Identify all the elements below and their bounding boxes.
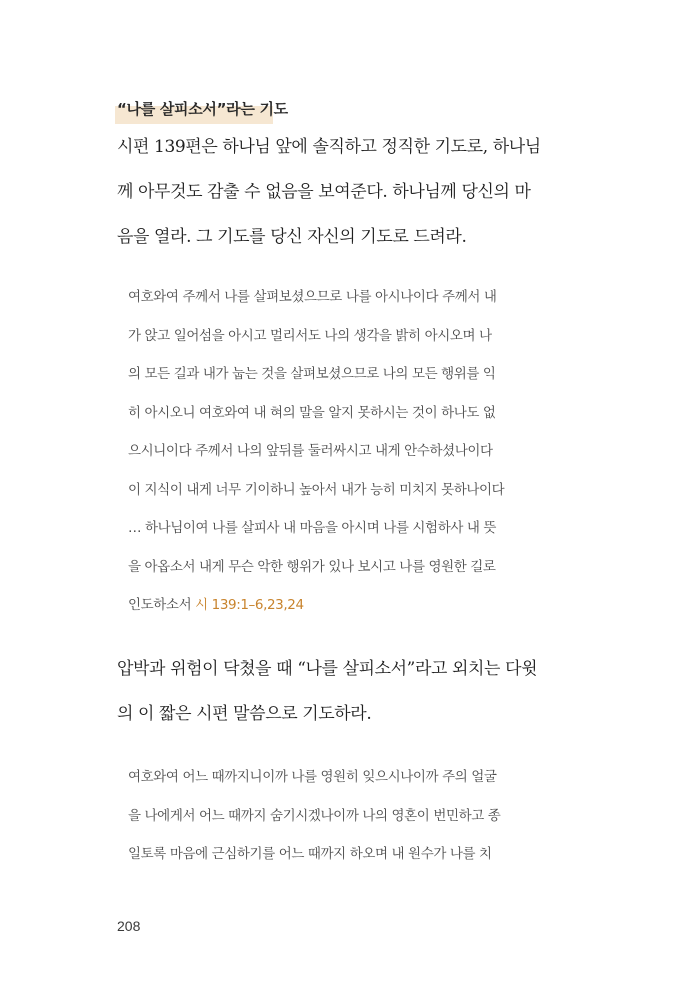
middle-paragraph [117, 647, 587, 737]
quote-line: 을 아옵소서 내게 무슨 악한 행위가 있나 보시고 나를 영원한 길로 [128, 558, 496, 575]
middle-line: 의 이 짧은 시편 말씀으로 기도하라. [117, 704, 372, 724]
intro-paragraph [117, 125, 587, 260]
quote-line: 으시니이다 주께서 나의 앞뒤를 둘러싸시고 내게 안수하셨나이다 [128, 443, 493, 459]
quote-line: 여호와여 어느 때까지니이까 나를 영원히 잊으시나이까 주의 얼굴 [128, 769, 497, 785]
scripture-reference: 시 139:1–6,23,24 [195, 597, 304, 613]
quote-last-line [128, 586, 578, 625]
intro-line: 시편 139편은 하나님 앞에 솔직하고 정직한 기도로, 하나님 [117, 137, 541, 157]
quote-line: … 하나님이여 나를 살피사 내 마음을 아시며 나를 시험하사 내 뜻 [128, 520, 497, 536]
page-number: 208 [117, 918, 141, 934]
intro-line: 음을 열라. 그 기도를 당신 자신의 기도로 드려라. [117, 227, 467, 247]
scripture-quote-psalm-13 [128, 758, 578, 874]
middle-line: 압박과 위험이 닥쳤을 때 “나를 살피소서”라고 외치는 다윗 [117, 659, 538, 679]
quote-line: 여호와여 주께서 나를 살펴보셨으므로 나를 아시나이다 주께서 내 [128, 289, 497, 305]
quote-line: 의 모든 길과 내가 눕는 것을 살펴보셨으므로 나의 모든 행위를 익 [128, 366, 496, 382]
quote-line: 히 아시오니 여호와여 내 혀의 말을 알지 못하시는 것이 하나도 없 [128, 404, 496, 421]
quote-line: 이 지식이 내게 너무 기이하니 높아서 내가 능히 미치지 못하나이다 [128, 481, 505, 498]
quote-line: 일토록 마음에 근심하기를 어느 때까지 하오며 내 원수가 나를 치 [128, 846, 492, 862]
quote-line-text: 인도하소서 [128, 597, 192, 613]
quote-line: 가 앉고 일어섬을 아시고 멀리서도 나의 생각을 밝히 아시오며 나 [128, 327, 492, 344]
quote-line: 을 나에게서 어느 때까지 숨기시겠나이까 나의 영혼이 번민하고 종 [128, 807, 501, 824]
section-heading-text: “나를 살피소서”라는 기도 [117, 100, 288, 118]
intro-line: 께 아무것도 감출 수 없음을 보여준다. 하나님께 당신의 마 [117, 182, 531, 202]
scripture-quote-psalm-139 [128, 278, 578, 625]
section-heading [117, 96, 288, 126]
